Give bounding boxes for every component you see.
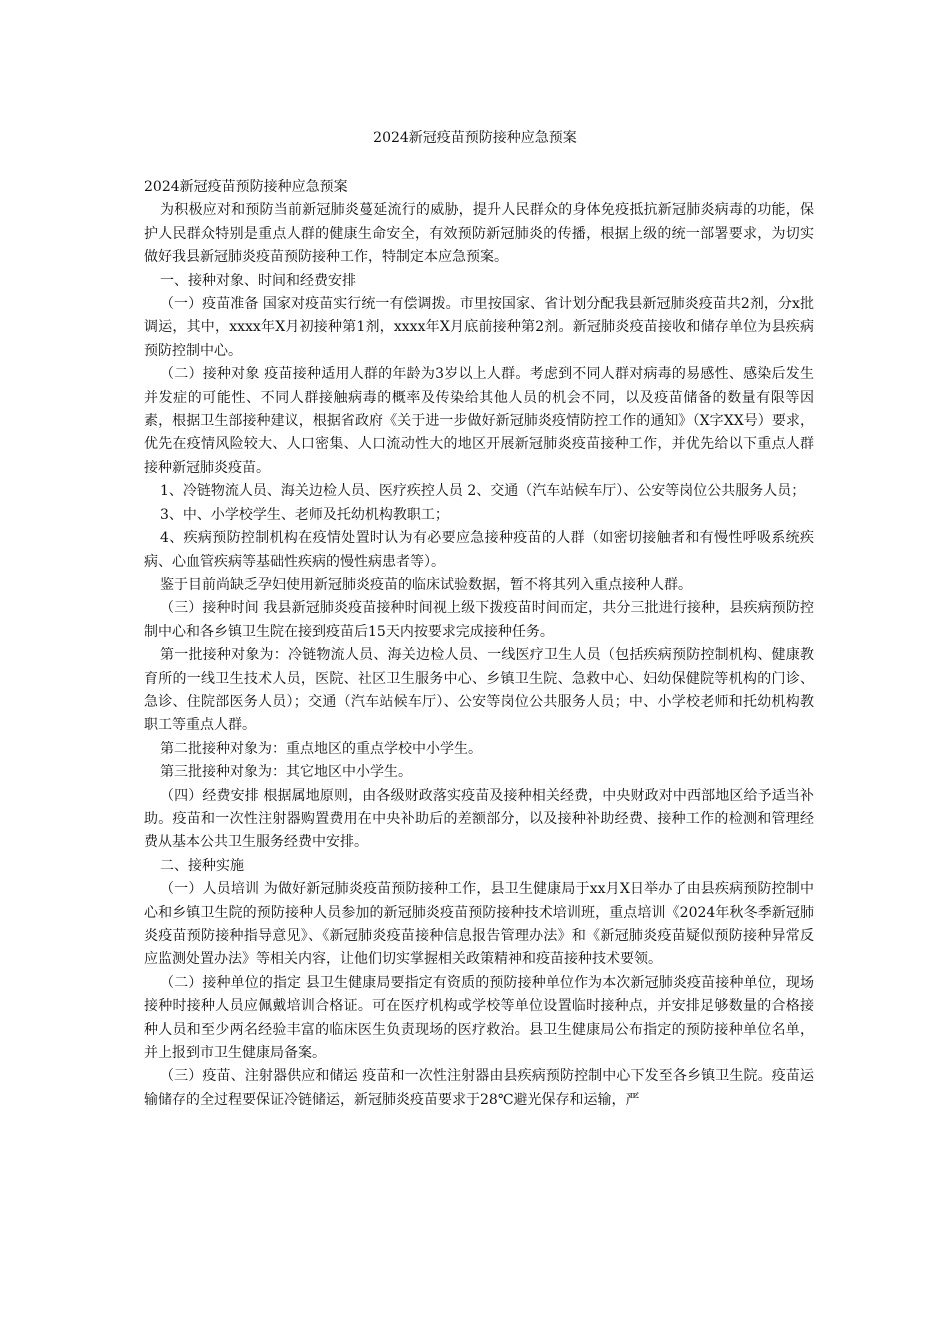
list-item-4: 4、疾病预防控制机构在疫情处置时认为有必要应急接种疫苗的人群（如密切接触者和有慢性呼吸系统疾病、心血管疾病等基础性疾病的慢性病患者等）。	[144, 530, 814, 570]
section-heading-1: 一、接种对象、时间和经费安排	[160, 272, 356, 289]
list-item-1: 1、冷链物流人员、海关边检人员、医疗疾控人员 2、交通（汽车站候车厅）、公安等岗位公共服务人员；	[160, 483, 806, 500]
section-heading-2: 二、接种实施	[160, 857, 244, 874]
paragraph-third-batch: 第三批接种对象为：其它地区中小学生。	[160, 764, 412, 781]
paragraph-subtitle: 2024新冠疫苗预防接种应急预案	[144, 179, 348, 195]
paragraph-training: （一）人员培训 为做好新冠肺炎疫苗预防接种工作，县卫生健康局于xx月X日举办了由县疾病预防控制中心和乡镇卫生院的预防接种人员参加的新冠肺炎疫苗预防接种技术培训班，重点培训《2024年秋冬季新冠肺炎疫苗预防接种指导意见》、《新冠肺炎疫苗接种信息报告管理办法》和《新冠肺炎疫苗疑似预防接种异常反应监测处置办法》等相关内容，让他们切实掌握相关政策精神和疫苗接种技术要领。	[144, 881, 814, 968]
list-item-3: 3、中、小学校学生、老师及托幼机构教职工；	[160, 506, 449, 523]
document-body	[144, 176, 814, 1112]
paragraph-designated-units: （二）接种单位的指定 县卫生健康局要指定有资质的预防接种单位作为本次新冠肺炎疫苗接种单位，现场接种时接种人员应佩戴培训合格证。可在医疗机构或学校等单位设置临时接种点，并安排足够数量的合格接种人员和至少两名经验丰富的临床医生负责现场的医疗救治。县卫生健康局公布指定的预防接种单位名单，并上报到市卫生健康局备案。	[144, 974, 814, 1062]
paragraph-vaccination-targets: （二）接种对象 疫苗接种适用人群的年龄为3岁以上人群。考虑到不同人群对病毒的易感性、感染后发生并发症的可能性、不同人群接触病毒的概率及传染给其他人员的机会不同，以及疫苗储备的数量有限等因素，根据卫生部接种建议，根据省政府《关于进一步做好新冠肺炎疫情防控工作的通知》（X字XX号）要求，优先在疫情风险较大、人口密集、人口流动性大的地区开展新冠肺炎疫苗接种工作，并优先给以下重点人群接种新冠肺炎疫苗。	[144, 366, 814, 476]
document-title: 2024新冠疫苗预防接种应急预案	[373, 130, 577, 146]
paragraph-intro: 为积极应对和预防当前新冠肺炎蔓延流行的威胁，提升人民群众的身体免疫抵抗新冠肺炎病毒的功能，保护人民群众特别是重点人群的健康生命安全，有效预防新冠肺炎的传播，根据上级的统一部署要求，为切实做好我县新冠肺炎疫苗预防接种工作，特制定本应急预案。	[144, 202, 814, 266]
paragraph-supply-storage: （三）疫苗、注射器供应和储运 疫苗和一次性注射器由县疾病预防控制中心下发至各乡镇卫生院。疫苗运输储存的全过程要保证冷链储运，新冠肺炎疫苗要求于28℃避光保存和运输，严	[144, 1068, 814, 1108]
paragraph-funding: （四）经费安排 根据属地原则，由各级财政落实疫苗及接种相关经费，中央财政对中西部地区给予适当补助。疫苗和一次性注射器购置费用在中央补助后的差额部分，以及接种补助经费、接种工作的检测和管理经费从基本公共卫生服务经费中安排。	[144, 787, 814, 851]
paragraph-pregnancy-note: 鉴于目前尚缺乏孕妇使用新冠肺炎疫苗的临床试验数据，暂不将其列入重点接种人群。	[160, 576, 692, 593]
paragraph-vaccine-preparation: （一）疫苗准备 国家对疫苗实行统一有偿调拨。市里按国家、省计划分配我县新冠肺炎疫苗共2剂，分x批调运，其中，xxxx年X月初接种第1剂，xxxx年X月底前接种第2剂。新冠肺炎疫苗接收和储存单位为县疾病预防控制中心。	[144, 296, 814, 359]
paragraph-vaccination-time: （三）接种时间 我县新冠肺炎疫苗接种时间视上级下拨疫苗时间而定，共分三批进行接种，县疾病预防控制中心和各乡镇卫生院在接到疫苗后15天内按要求完成接种任务。	[144, 600, 814, 640]
paragraph-second-batch: 第二批接种对象为：重点地区的重点学校中小学生。	[160, 740, 482, 757]
paragraph-first-batch: 第一批接种对象为：冷链物流人员、海关边检人员、一线医疗卫生人员（包括疾病预防控制机构、健康教育所的一线卫生技术人员，医院、社区卫生服务中心、乡镇卫生院、急救中心、妇幼保健院等机构的门诊、急诊、住院部医务人员）；交通（汽车站候车厅）、公安等岗位公共服务人员；中、小学校老师和托幼机构教职工等重点人群。	[144, 647, 814, 734]
